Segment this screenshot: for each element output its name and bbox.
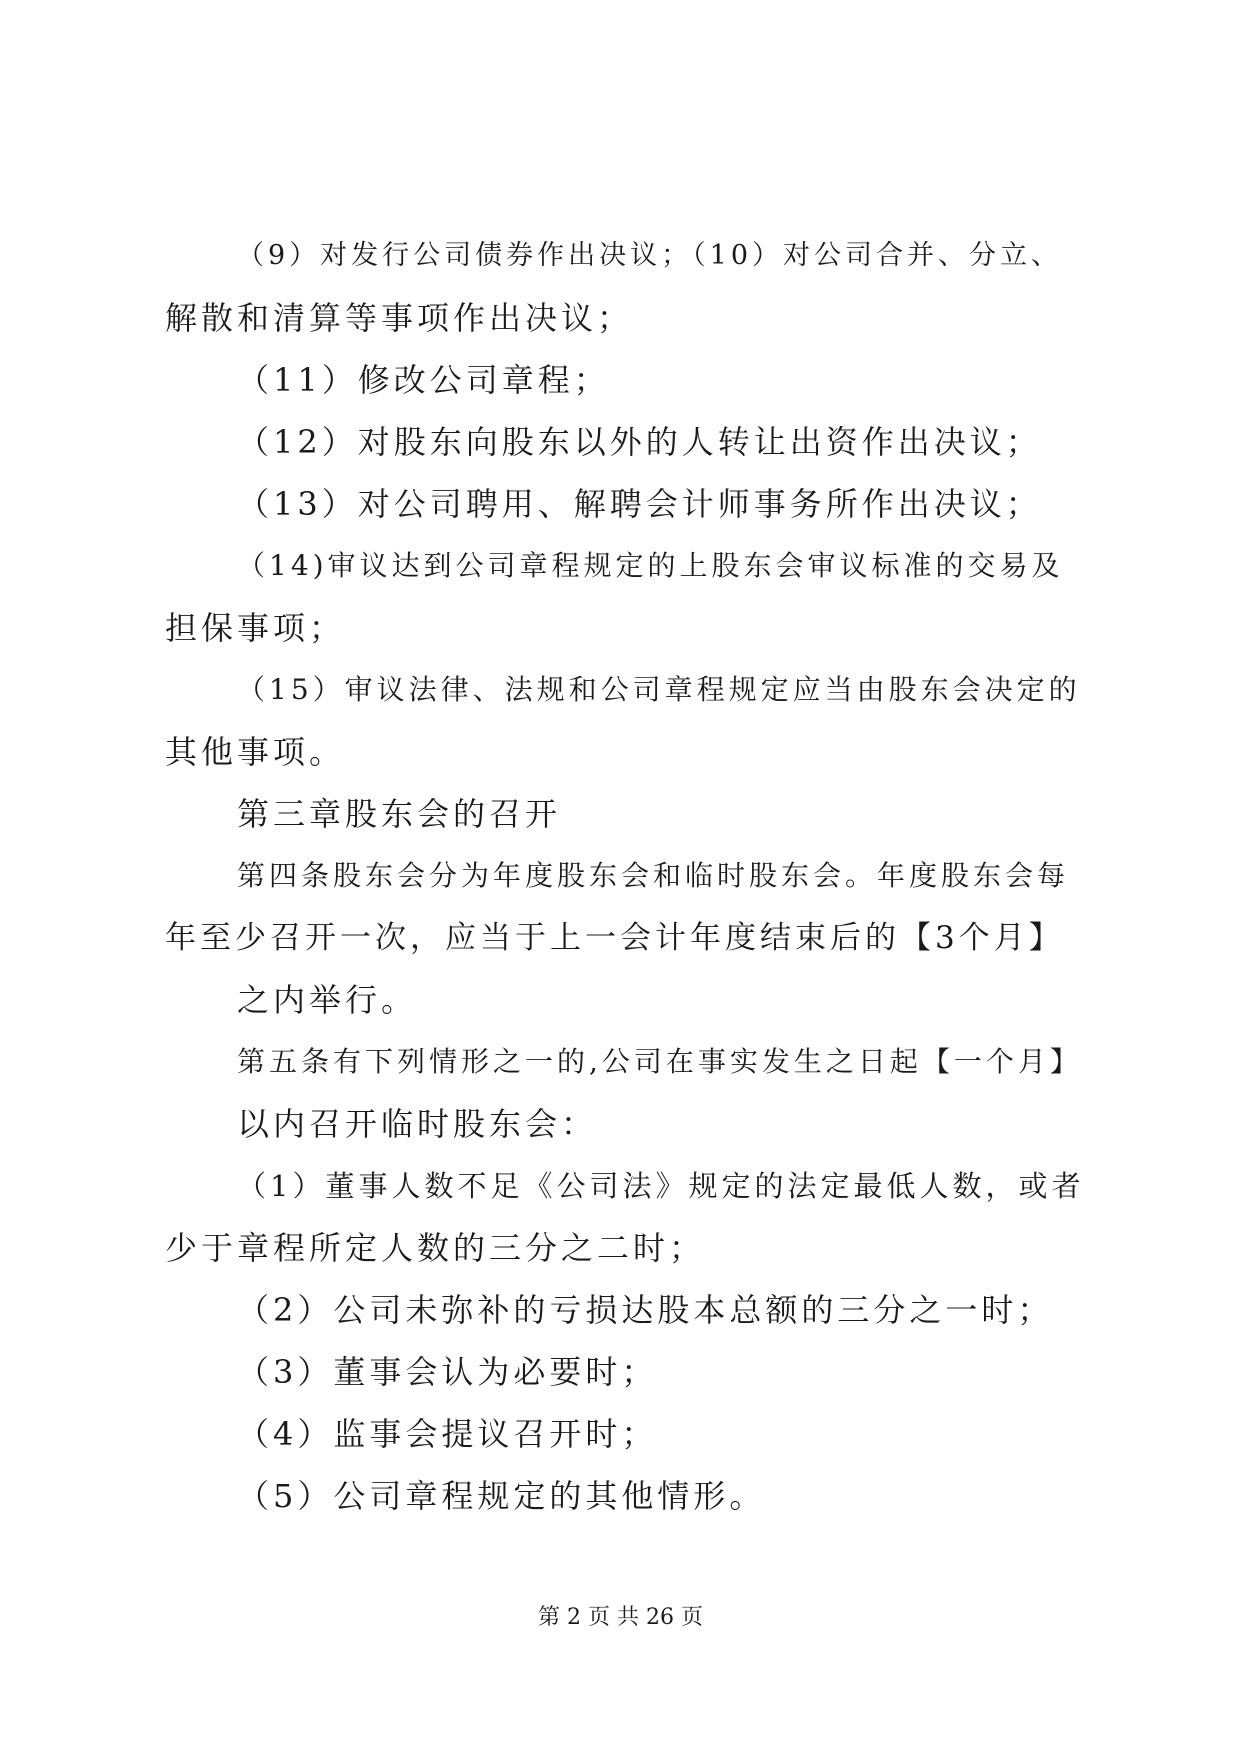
paragraph-line: （2）公司未弥补的亏损达股本总额的三分之一时； xyxy=(237,1291,1054,1329)
paragraph-line: （1）董事人数不足《公司法》规定的法定最低人数，或者 xyxy=(237,1169,1085,1203)
paragraph-line: 担保事项； xyxy=(165,609,346,647)
paragraph-line: （14)审议达到公司章程规定的上股东会审议标准的交易及 xyxy=(237,549,1064,582)
paragraph-line: （4）监事会提议召开时； xyxy=(237,1415,658,1453)
page-footer: 第 2 页 共 26 页 xyxy=(538,1605,703,1630)
paragraph-line: （11）修改公司章程； xyxy=(237,361,610,399)
paragraph-line: 第五条有下列情形之一的,公司在事实发生之日起【一个月】 xyxy=(237,1045,1082,1078)
paragraph-line: （3）董事会认为必要时； xyxy=(237,1353,658,1391)
paragraph-line: 之内举行。 xyxy=(237,981,418,1019)
paragraph-line: （13）对公司聘用、解聘会计师事务所作出决议； xyxy=(237,485,1042,523)
paragraph-line: 第四条股东会分为年度股东会和临时股东会。年度股东会每 xyxy=(237,859,1070,892)
paragraph-line: （9）对发行公司债券作出决议；（10）对公司合并、分立、 xyxy=(237,240,1063,271)
paragraph-line: 解散和清算等事项作出决议； xyxy=(165,299,634,337)
paragraph-line: （5）公司章程规定的其他情形。 xyxy=(237,1477,766,1515)
paragraph-line: 其他事项。 xyxy=(165,733,346,771)
paragraph-line: （12）对股东向股东以外的人转让出资作出决议； xyxy=(237,423,1042,461)
paragraph-line: （15）审议法律、法规和公司章程规定应当由股东会决定的 xyxy=(237,673,1081,706)
paragraph-line: 年至少召开一次，应当于上一会计年度结束后的【3个月】 xyxy=(165,920,1064,956)
paragraph-line: 少于章程所定人数的三分之二时； xyxy=(165,1229,706,1267)
chapter-heading: 第三章股东会的召开 xyxy=(237,795,562,833)
paragraph-line: 以内召开临时股东会： xyxy=(237,1105,598,1143)
